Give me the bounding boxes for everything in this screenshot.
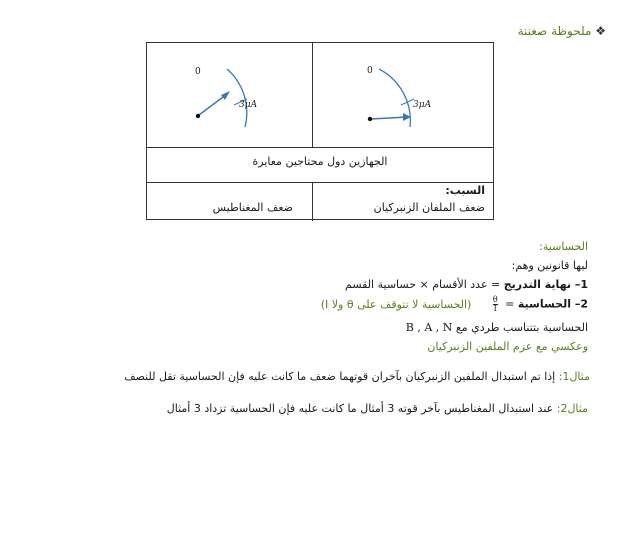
right-meter-pivot xyxy=(368,117,372,121)
example-1-label: مثال1: xyxy=(558,370,590,383)
example-1 xyxy=(124,370,590,383)
reason-label: السبب: xyxy=(445,184,485,197)
table-row-line-2 xyxy=(147,182,493,183)
law-2-note: (الحساسية لا تتوقف على θ ولا I) xyxy=(320,297,472,311)
left-meter-zero-label: 0 xyxy=(195,67,201,77)
law-2-fraction xyxy=(493,296,498,313)
proportional-vars: B , A , N xyxy=(405,321,453,334)
proportional-line xyxy=(406,321,588,334)
sensitivity-intro: ليها قانونين وهم: xyxy=(511,259,588,272)
example-2-text: عند استبدال المغناطيس بآخر قوته 3 أمثال ما كانت عليه فإن الحساسية تزداد 3 أمثال xyxy=(166,402,557,415)
law-1 xyxy=(345,278,588,291)
proportional-text: الحساسية بتتناسب طردي مع xyxy=(452,321,588,334)
note-heading xyxy=(518,24,606,38)
sensitivity-title: الحساسية: xyxy=(539,240,588,253)
inverse-line: وعكسي مع عزم الملفين الزنبركيان xyxy=(427,340,588,353)
left-meter-arrowhead xyxy=(221,91,230,100)
right-meter-current-label: 3μA xyxy=(413,100,432,110)
right-meter-needle xyxy=(371,117,407,119)
left-meter-diagram xyxy=(177,57,297,137)
law-2-equals: = xyxy=(501,297,518,311)
left-meter-pivot xyxy=(196,114,200,118)
left-meter-current-label: 3μA xyxy=(239,100,258,110)
law-1-label: 1– نهاية التدريج xyxy=(503,278,588,291)
note-heading-text: ملحوظة صغننة xyxy=(517,24,592,38)
left-meter-arc xyxy=(227,69,247,127)
right-meter-diagram xyxy=(347,57,467,137)
law-2-numerator: θ xyxy=(492,295,498,304)
devices-row-text: الجهازين دول محتاجين معايرة xyxy=(252,155,388,168)
example-1-text: إذا تم استبدال الملفين الزنبركيان بآخران قوتهما ضعف ما كانت عليه فإن الحساسية تقل للنصف xyxy=(124,370,559,383)
law-2 xyxy=(321,296,588,313)
law-2-denominator: I xyxy=(493,304,497,313)
example-2 xyxy=(167,402,588,415)
table-row-line-1 xyxy=(147,147,493,148)
right-meter-zero-label: 0 xyxy=(367,66,373,76)
note-bullet: ❖ xyxy=(595,24,606,38)
law-2-label: 2– الحساسية xyxy=(517,297,588,311)
example-2-label: مثال2: xyxy=(556,402,588,415)
galvanometer-table xyxy=(146,42,494,220)
table-divider-bottom xyxy=(312,182,313,221)
reason-left-cell: ضعف المغناطيس xyxy=(212,201,293,214)
table-divider-top xyxy=(312,43,313,147)
reason-right-cell: ضعف الملفان الزنبركيان xyxy=(373,201,485,214)
law-1-formula: = عدد الأقسام × حساسية القسم xyxy=(345,278,504,291)
